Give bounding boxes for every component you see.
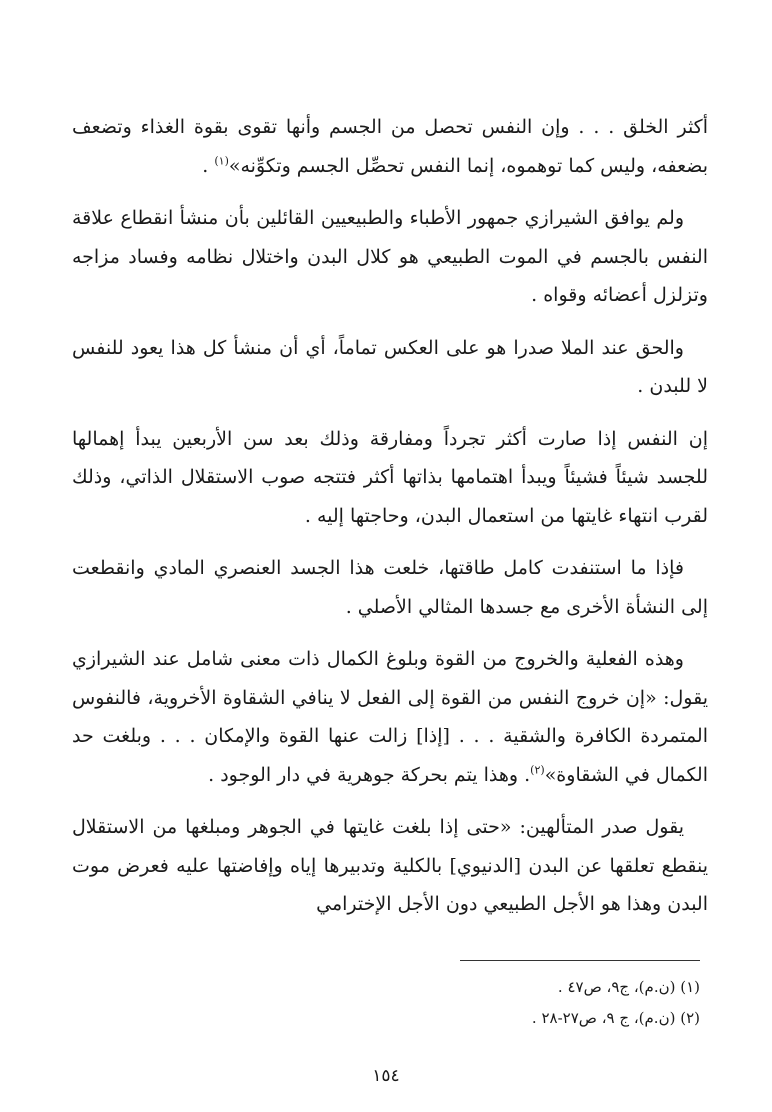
footnote-ref-1: (١) [214,154,229,168]
paragraph-1-tail: . [202,154,215,177]
footnote-ref-2: (٢) [530,763,545,777]
paragraph-6 [72,640,708,794]
paragraph-6-text: وهذه الفعلية والخروج من القوة وبلوغ الكمال ذات معنى شامل عند الشيرازي يقول: «إن خروج النفس من القوة إلى الفعل لا ينافي الشقاوة الأخروية، فالنفوس المتمردة الكافرة والشقية . . . [إذا] زالت عنها القوة والإمكان . . . وبلغت حد الكمال في الشقاوة» [72,648,708,786]
paragraph-1 [72,108,708,185]
footnote-2: (٢) (ن.م)، ج ٩، ص٢٧-٢٨ . [531,1009,700,1027]
paragraph-1-text: أكثر الخلق . . . وإن النفس تحصل من الجسم وأنها تقوى بقوة الغذاء وتضعف بضعفه، وليس كما توهموه، إنما النفس تحصِّل الجسم وتكوِّنه» [72,116,708,177]
paragraph-4: إن النفس إذا صارت أكثر تجرداً ومفارقة وذلك بعد سن الأربعين يبدأ إهمالها للجسد شيئاً فشيئاً ويبدأ اهتمامها بذاتها أكثر فتتجه صوب الاستقلال الذاتي، وذلك لقرب انتهاء غايتها من استعمال البدن، وحاجتها إليه . [72,427,708,527]
body-text [72,108,708,938]
page-number: ١٥٤ [372,1066,400,1086]
paragraph-2: ولم يوافق الشيرازي جمهور الأطباء والطبيعيين القائلين بأن منشأ انقطاع علاقة النفس بالجسم في الموت الطبيعي هو كلال البدن واختلال نظامه وفساد مزاجه وتزلزل أعضائه وقواه . [72,207,708,306]
paragraph-6-tail: . وهذا يتم بحركة جوهرية في دار الوجود . [208,763,531,786]
footnote-divider [460,960,700,961]
footnote-1: (١) (ن.م)، ج٩، ص٤٧ . [557,978,700,996]
footnotes [300,972,700,1034]
paragraph-5: فإذا ما استنفدت كامل طاقتها، خلعت هذا الجسد العنصري المادي وانقطعت إلى النشأة الأخرى مع جسدها المثالي الأصلي . [72,557,708,618]
paragraph-7: يقول صدر المتألهين: «حتى إذا بلغت غايتها في الجوهر ومبلغها من الاستقلال ينقطع تعلقها عن البدن [الدنيوي] بالكلية وتدبيرها إياه وإفاضتها عليه فعرض موت البدن وهذا هو الأجل الطبيعي دون الأجل الإخترامي [72,816,708,915]
paragraph-3: والحق عند الملا صدرا هو على العكس تماماً، أي أن منشأ كل هذا يعود للنفس لا للبدن . [72,336,708,397]
